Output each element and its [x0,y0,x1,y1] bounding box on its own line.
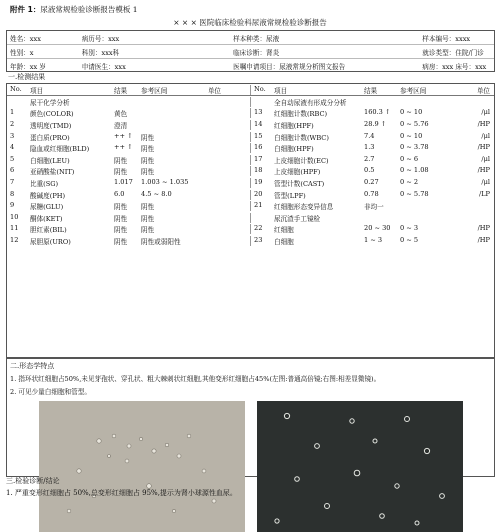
table-row [7,200,494,212]
cell-item: 尿糖(GLU) [30,203,64,212]
patient-sex: 性别：x [10,48,34,57]
cell-unit [197,143,224,153]
cell-ref: 0 ~ 2 [400,177,419,186]
cell-no: 1 [10,108,15,117]
cell-item: 胆红素(BIL) [30,226,67,235]
results-header: No. 项目 结果 参考区间 单位 No. 项目 结果 参考区间 单位 [7,84,494,96]
morphology-title: 二.形态学特点 [10,362,55,370]
cell-ref: 0 ~ 6 [400,154,419,163]
specimen-no: 样本编号：xxxx [422,34,471,43]
cell-no: 7 [10,177,15,186]
cell-unit [197,166,224,176]
morphology-line2: 2. 可见少量白细胞和管型。 [10,388,91,396]
cell-no: 8 [10,189,15,198]
cell-item: 上皮细胞计数(EC) [274,156,329,165]
cell-unit [197,97,224,107]
cell-item: 白细胞计数(WBC) [274,133,329,142]
micrograph-phase-contrast [257,401,463,532]
cell-result: 20 ~ 30 [364,224,391,233]
cell-unit [197,190,224,200]
cell-item: 白细胞(LEU) [30,156,70,165]
cell-item: 隐血或红细胞(BLD) [30,145,90,154]
table-row [7,108,494,120]
appendix-label: 附件 1：尿液常规检验诊断报告模板 1 [10,5,138,14]
table-row [7,235,494,247]
table-row [7,142,494,154]
cell-result: 阴性 [114,226,128,235]
cell-result: 阴性 [114,168,128,177]
visit-type: 就诊类型：住院/门诊 [422,48,484,57]
cell-result: 1 ~ 3 [364,235,383,244]
cell-unit: /μl [481,108,490,117]
cell-item: 管型(LPF) [274,191,306,200]
cell-result: 阴性 [114,156,128,165]
cell-result: 160.3 ↑ [364,108,391,117]
cell-unit [197,120,224,130]
cell-result [114,97,141,107]
cell-no: 22 [254,224,263,233]
table-row [7,154,494,166]
cell-ref: 阴性或弱阳性 [141,237,181,246]
cell-ref: 0 ~ 10 [400,131,423,140]
cell-result: 阴性 [114,214,128,223]
table-row [7,177,494,189]
cell-item: 蛋白质(PRO) [30,133,70,142]
cell-unit [197,201,224,211]
table-row [7,119,494,131]
patient-name: 姓名：xxx [10,34,41,43]
cell-ref: 0 ~ 1.08 [400,166,429,175]
cell-no: 2 [10,119,15,128]
morphology-line1: 1. 指环状红细胞占50%,未见芽孢状、穿孔状、粗大棘刺状红细胞,其他变形红细胞占45%(左图:普通高倍镜;右图:相差显微镜)。 [10,375,381,383]
cell-ref [141,108,197,118]
cell-ref: 4.5 ~ 8.0 [141,189,172,198]
patient-info [6,30,495,72]
cell-ref: 阴性 [141,133,155,142]
cell-ref: 阴性 [141,156,155,165]
cell-item: 红细胞(HPF) [274,121,314,130]
cell-ref: 阴性 [141,203,155,212]
cell-result: 阴性 [114,203,128,212]
report-title: × × × 医院临床检验科尿液常规检验诊断报告 [173,18,327,27]
table-row [7,166,494,178]
cell-no: 6 [10,166,15,175]
cell-no: 17 [254,154,263,163]
cell-result: 黄色 [114,110,128,119]
results-table [6,83,495,358]
cell-unit: /μl [481,131,490,140]
patient-age: 年龄：xx 岁 [10,62,46,71]
cell-no: 21 [254,201,263,210]
cell-item: 颜色(COLOR) [30,110,74,119]
cell-result: 非均一 [364,203,384,212]
cell-item: 尿沉渣手工镜检 [274,214,321,223]
cell-ref: 0 ~ 5 [400,235,419,244]
cell-no: 14 [254,119,263,128]
cell-unit [197,132,224,142]
diagnosis-title: 三.检验诊断/结论 [6,477,60,485]
cell-ref [400,213,460,223]
cell-unit: /LP [478,189,490,198]
cell-result: 2.7 [364,154,375,163]
specimen-type: 样本种类：尿液 [233,34,280,43]
cell-unit [197,224,224,234]
cell-ref: 0 ~ 10 [400,108,423,117]
cell-item: 亚硝酸盐(NIT) [30,168,75,177]
cell-result: 6.0 [114,189,125,198]
cell-item: 酸碱度(PH) [30,191,66,200]
cell-result: ++ ↑ [114,143,133,152]
cell-no: 10 [10,212,19,221]
cell-unit [197,236,224,246]
cell-item: 白细胞 [274,237,294,246]
cell-result: 澄清 [114,121,128,130]
morphology-section [6,358,495,477]
cell-result: ++ ↑ [114,131,133,140]
cell-unit [460,201,493,211]
cell-ref: 0 ~ 3.78 [400,143,429,152]
cell-no: 20 [254,189,263,198]
table-row [7,189,494,201]
cell-result: 阴性 [114,237,128,246]
cell-item: 管型计数(CAST) [274,179,325,188]
cell-ref: 阴性 [141,168,155,177]
cell-result: 0.27 [364,177,379,186]
cell-ref: 阴性 [141,145,155,154]
cell-unit: /μl [481,177,490,186]
cell-no: 4 [10,143,15,152]
cell-unit [460,213,493,223]
cell-unit: /HP [477,143,490,152]
cell-unit [197,155,224,165]
cell-result: 1.3 [364,143,375,152]
cell-unit [197,178,224,188]
request-item: 医嘱申请项目：尿液常规分析图文报告 [233,62,346,71]
table-row [7,224,494,236]
cell-no: 19 [254,177,263,186]
table-row [7,131,494,143]
cell-item: 红细胞 [274,226,294,235]
cell-unit [197,213,224,223]
cell-no: 13 [254,108,263,117]
cell-item: 白细胞(HPF) [274,145,314,154]
cell-result: 7.4 [364,131,375,140]
cell-no: 3 [10,131,15,140]
cell-item: 尿干化学分析 [30,98,70,107]
cell-no [7,97,30,107]
cell-result: 0.78 [364,189,379,198]
cell-unit: /HP [477,119,490,128]
cell-result [364,213,400,223]
micrograph-brightfield [39,401,245,532]
ward-bed: 病房：xxx 床号：xxx [422,62,487,71]
cell-no: 12 [10,235,19,244]
cell-no: 16 [254,143,263,152]
cell-item: 全自动尿液有形成分分析 [274,98,347,107]
cell-item: 酮体(KET) [30,214,63,223]
clinical-diagnosis: 临床诊断：肾炎 [233,48,280,57]
cell-result: 0.5 [364,166,375,175]
cell-ref [141,97,197,107]
cell-item: 红细胞计数(RBC) [274,110,328,119]
table-row [7,96,494,108]
cell-no [251,213,274,223]
cell-no: 11 [10,224,19,233]
cell-unit: /HP [477,166,490,175]
cell-no: 5 [10,154,15,163]
cell-item: 上皮细胞(HPF) [274,168,321,177]
requesting-doctor: 申请医生：xxx [81,62,126,71]
cell-no: 9 [10,201,15,210]
cell-ref: 0 ~ 5.78 [400,189,429,198]
cell-item: 尿胆原(URO) [30,237,71,246]
cell-unit: /HP [477,235,490,244]
cell-item: 比重(SG) [30,179,59,188]
cell-unit [197,108,224,118]
cell-no: 23 [254,235,263,244]
diagnosis-line1: 1. 严重变形红细胞占 50%,总变形红细胞占 95%,提示为肾小球源性血尿。 [6,489,237,497]
cell-ref: 1.003 ~ 1.035 [141,177,189,186]
cell-unit: /μl [481,154,490,163]
cell-no: 18 [254,166,263,175]
cell-no: 15 [254,131,263,140]
cell-ref: 阴性 [141,214,155,223]
table-row [7,212,494,224]
cell-ref [400,97,460,107]
cell-ref: 0 ~ 5.76 [400,119,429,128]
cell-ref [141,120,197,130]
cell-unit: /HP [477,224,490,233]
cell-ref [400,201,460,211]
cell-ref: 阴性 [141,226,155,235]
cell-result: 28.9 ↑ [364,119,387,128]
department: 科别：xxx科 [81,48,120,57]
cell-no [251,97,274,107]
cell-ref: 0 ~ 3 [400,224,419,233]
cell-unit [460,97,493,107]
cell-result: 1.017 [114,177,133,186]
cell-item: 透明度(TMD) [30,121,72,130]
cell-item: 红细胞形态变异信息 [274,203,334,212]
cell-result [364,97,400,107]
section-results-title: 一.检测结果 [8,73,46,81]
record-no: 病历号：xxx [81,34,120,43]
